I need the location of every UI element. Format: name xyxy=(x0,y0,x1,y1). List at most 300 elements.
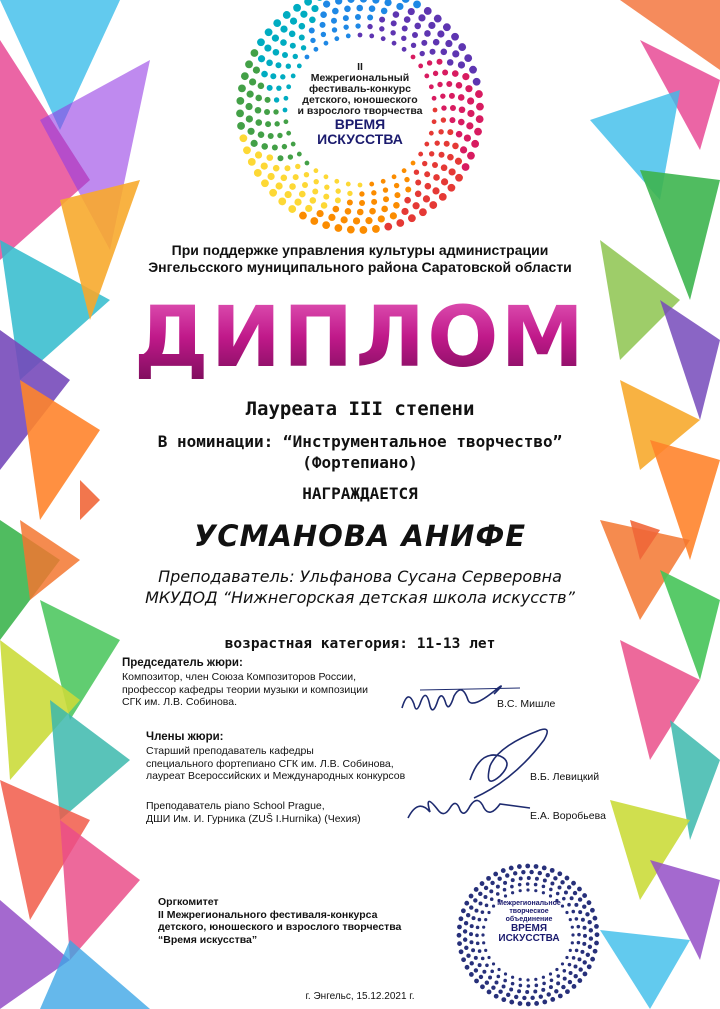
stamp-dot xyxy=(466,913,470,917)
logo-dot xyxy=(255,151,262,158)
stamp-dot xyxy=(578,967,582,971)
stamp-dot xyxy=(583,926,587,930)
logo-dot xyxy=(320,22,326,28)
chair-heading: Председатель жюри: xyxy=(122,657,243,669)
logo-dot xyxy=(246,115,253,122)
logo-dot xyxy=(345,208,352,215)
logo-dot xyxy=(237,122,245,130)
stamp-dot xyxy=(492,962,495,965)
logo-dot xyxy=(311,5,318,12)
logo-dot xyxy=(367,24,372,29)
logo-dot xyxy=(265,121,271,127)
logo-dot xyxy=(378,215,385,222)
stamp-dot xyxy=(459,949,464,954)
stamp-dot xyxy=(549,894,552,897)
logo-dot xyxy=(467,97,474,104)
logo-dot xyxy=(353,217,360,224)
logo-dot xyxy=(284,165,290,171)
logo-dot xyxy=(324,184,329,189)
member2-desc-line: Преподаватель piano School Prague, xyxy=(146,800,325,812)
stamp-dot xyxy=(573,891,577,895)
logo-dot xyxy=(314,179,319,184)
logo-dot xyxy=(332,8,339,15)
logo-dot xyxy=(402,25,408,31)
logo-dot xyxy=(239,134,247,142)
logo-dot xyxy=(335,0,342,5)
nomination-line: (Фортепиано) xyxy=(302,453,418,472)
logo-dot xyxy=(458,61,465,68)
logo-dot xyxy=(289,31,296,38)
logo-dot xyxy=(236,97,244,105)
stamp-dot xyxy=(577,887,582,892)
logo-dot xyxy=(392,174,397,179)
logo-dot xyxy=(473,78,481,86)
stamp-dot xyxy=(503,979,507,983)
logo-dot xyxy=(264,109,270,115)
stamp-dot xyxy=(457,933,462,938)
logo-dot xyxy=(459,106,466,113)
logo-dot xyxy=(418,152,423,157)
logo-dot xyxy=(258,131,265,138)
stamp-dot xyxy=(466,954,470,958)
logo-dot xyxy=(276,182,283,189)
logo-dot xyxy=(449,93,455,99)
logo-dot xyxy=(471,140,479,148)
stamp-dot xyxy=(487,956,490,959)
logo-dot xyxy=(310,217,318,225)
stamp-dot xyxy=(483,895,487,899)
logo-dot xyxy=(434,15,442,23)
logo-dot xyxy=(402,47,407,52)
stamp-dot xyxy=(475,934,479,938)
stamp-dot xyxy=(542,885,546,889)
logo-dot xyxy=(236,109,244,117)
logo-dot xyxy=(321,202,328,209)
support-statement xyxy=(0,242,720,276)
logo-dot xyxy=(312,189,318,195)
stamp-dot xyxy=(587,920,591,924)
stamp-dot xyxy=(575,949,579,953)
stamp-dot xyxy=(470,961,474,965)
stamp-dot xyxy=(527,876,531,880)
stamp-dot xyxy=(587,964,592,969)
stamp-dot xyxy=(474,909,478,913)
logo-dot xyxy=(290,17,297,24)
stamp-dot xyxy=(572,956,576,960)
stamp-dot xyxy=(549,985,553,989)
chair-description xyxy=(122,671,368,709)
stamp-dot xyxy=(590,957,595,962)
logo-dot xyxy=(474,128,482,136)
logo-dot xyxy=(343,24,348,29)
logo-dot xyxy=(264,44,271,51)
logo-dot xyxy=(452,50,459,57)
stamp-dot xyxy=(502,985,506,989)
stamp-dot xyxy=(476,942,480,946)
logo-dot xyxy=(379,17,385,23)
logo-dot xyxy=(424,7,432,15)
logo-dot xyxy=(272,144,278,150)
stamp-dot xyxy=(465,965,470,970)
stamp-dot xyxy=(593,916,598,921)
stamp-dot xyxy=(511,891,514,894)
logo-dot xyxy=(455,158,462,165)
stamp-dot xyxy=(595,932,600,937)
stamp-dot xyxy=(511,976,514,979)
logo-dot xyxy=(328,214,335,221)
stamp-dot xyxy=(478,918,482,922)
logo-dot xyxy=(359,226,367,234)
logo-dot xyxy=(411,55,416,60)
stamp-dot xyxy=(560,880,564,884)
logo-dot xyxy=(265,28,273,36)
logo-dot xyxy=(458,43,466,51)
stamp-dot xyxy=(469,894,474,899)
logo-dot xyxy=(332,27,337,32)
stamp-dot xyxy=(589,936,593,940)
stamp-dot xyxy=(504,972,507,975)
stamp-dot xyxy=(485,981,489,985)
stamp-dot xyxy=(511,878,515,882)
logo-dot xyxy=(285,191,292,198)
logo-dot xyxy=(343,15,349,21)
stamp-dot xyxy=(484,886,488,890)
stamp-dot xyxy=(481,957,485,961)
logo-dot xyxy=(425,183,432,190)
logo-dot xyxy=(393,202,400,209)
logo-dot xyxy=(401,208,408,215)
logo-dot xyxy=(334,179,339,184)
logo-dot xyxy=(448,184,456,192)
org-line: детского, юношеского и взрослого творчества xyxy=(158,921,402,933)
logo-dot xyxy=(297,152,302,157)
logo-line: ВРЕМЯ xyxy=(334,116,386,132)
logo-dot xyxy=(464,134,471,141)
logo-dot xyxy=(466,122,473,129)
stamp-dot xyxy=(474,979,479,984)
logo-dot xyxy=(384,0,391,6)
stamp-dot xyxy=(486,876,491,881)
logo-dot xyxy=(269,189,277,197)
logo-dot xyxy=(383,196,389,202)
logo-dot xyxy=(255,119,262,126)
logo-dot xyxy=(272,35,279,42)
logo-dot xyxy=(428,22,435,29)
logo-dot xyxy=(419,208,427,216)
stamp-dot xyxy=(583,934,587,938)
logo-dot xyxy=(347,199,353,205)
members-heading: Члены жюри: xyxy=(146,731,224,743)
support-line: Энгельсского муниципального района Саратовской области xyxy=(148,259,572,275)
logo-dot xyxy=(424,30,431,37)
member1-desc-line: лауреат Всероссийских и Международных конкурсов xyxy=(146,770,406,782)
logo-line: фестиваль-конкурс xyxy=(308,83,412,95)
logo-dot xyxy=(462,73,469,80)
logo-dot xyxy=(432,162,438,168)
festival-logo xyxy=(280,62,440,147)
stamp-dot xyxy=(478,949,482,953)
stamp-dot xyxy=(574,974,578,978)
stamp-dot xyxy=(571,881,576,886)
logo-dot xyxy=(299,34,305,40)
member2-description xyxy=(146,800,361,825)
stamp-dot xyxy=(568,963,572,967)
stamp-dot xyxy=(505,873,509,877)
stamp-dot xyxy=(557,871,562,876)
org-line: Оргкомитет xyxy=(158,896,219,908)
stamp-dot xyxy=(569,949,572,952)
logo-dot xyxy=(320,11,327,18)
logo-dot xyxy=(293,54,298,59)
stamp-dot xyxy=(503,888,507,892)
signature-member1 xyxy=(470,729,547,798)
logo-dot xyxy=(360,0,367,3)
logo-dot xyxy=(458,119,465,126)
stamp-dot xyxy=(473,898,477,902)
logo-dot xyxy=(314,168,319,173)
logo-dot xyxy=(248,158,256,166)
stamp-dot xyxy=(491,985,495,989)
stamp-dot xyxy=(469,905,473,909)
logo-dot xyxy=(261,162,268,169)
stamp-dot xyxy=(493,872,498,877)
logo-dot xyxy=(309,27,315,33)
logo-dot xyxy=(251,49,259,57)
stamp-dot xyxy=(527,984,531,988)
logo-dot xyxy=(439,193,447,201)
logo-dot xyxy=(412,32,418,38)
logo-dot xyxy=(359,200,365,206)
logo-dot xyxy=(245,60,253,68)
logo-line: II xyxy=(357,61,363,73)
logo-dot xyxy=(402,0,410,3)
logo-dot xyxy=(254,169,262,177)
logo-dot xyxy=(335,197,341,203)
stamp-dot xyxy=(563,969,567,973)
logo-dot xyxy=(257,38,265,46)
stamp-dot xyxy=(577,941,581,945)
logo-dot xyxy=(394,192,400,198)
stamp-line: творческое xyxy=(509,908,549,915)
stamp-dot xyxy=(565,876,570,881)
stamp-line: ВРЕМЯ xyxy=(510,923,548,934)
logo-dot xyxy=(467,152,475,160)
logo-dot xyxy=(423,195,430,202)
logo-dot xyxy=(261,71,268,78)
stamp-dot xyxy=(485,963,489,967)
stamp-dot xyxy=(582,904,586,908)
logo-dot xyxy=(355,14,361,20)
stamp-dot xyxy=(513,871,517,875)
logo-dot xyxy=(393,11,400,18)
logo-line: детского, юношеского xyxy=(302,94,418,106)
nomination-line: В номинации: “Инструментальное творчество” xyxy=(157,432,563,451)
logo-dot xyxy=(273,165,280,172)
stamp-dot xyxy=(464,901,469,906)
logo-dot xyxy=(280,26,287,33)
logo-dot xyxy=(381,36,386,41)
stamp-dot xyxy=(543,879,547,883)
logo-dot xyxy=(253,66,260,73)
orgcommittee xyxy=(158,896,401,946)
stamp-dot xyxy=(542,891,545,894)
logo-dot xyxy=(451,33,459,41)
stamp-dot xyxy=(488,976,492,980)
logo-dot xyxy=(476,115,484,123)
member1-signature-name: В.Б. Левицкий xyxy=(530,771,600,783)
stamp-dot xyxy=(476,926,480,930)
stamp-dot xyxy=(581,918,585,922)
stamp-dot xyxy=(511,982,515,986)
logo-dot xyxy=(268,133,274,139)
logo-dot xyxy=(323,194,329,200)
stamp-dot xyxy=(550,881,554,885)
organizer-stamp xyxy=(484,900,574,944)
stamp-dot xyxy=(518,883,522,887)
awarded-label: НАГРАЖДАЕТСЯ xyxy=(302,484,418,503)
logo-dot xyxy=(452,143,459,150)
stamp-dot xyxy=(588,945,592,949)
logo-dot xyxy=(273,19,281,27)
logo-dot xyxy=(456,131,463,138)
stamp-dot xyxy=(556,892,560,896)
logo-line: и взрослого творчества xyxy=(297,105,423,117)
logo-dot xyxy=(347,226,355,234)
chair-desc-line: Композитор, член Союза Композиторов России, xyxy=(122,671,356,683)
stamp-dot xyxy=(497,975,501,979)
stamp-dot xyxy=(490,881,494,885)
stamp-dot xyxy=(549,888,553,892)
logo-dot xyxy=(341,216,348,223)
stamp-dot xyxy=(578,910,582,914)
logo-dot xyxy=(305,55,310,60)
logo-dot xyxy=(411,161,416,166)
logo-dot xyxy=(452,70,459,77)
stamp-dot xyxy=(578,957,582,961)
stamp-dot xyxy=(534,864,539,869)
stamp-dot xyxy=(575,917,579,921)
stamp-dot xyxy=(561,985,565,989)
signature-member2 xyxy=(408,800,530,818)
logo-dot xyxy=(310,197,317,204)
stamp-dot xyxy=(525,864,530,869)
logo-dot xyxy=(396,3,403,10)
logo-dot xyxy=(289,183,296,190)
stamp-dot xyxy=(469,932,473,936)
age-category: возрастная категория: 11-13 лет xyxy=(224,636,496,652)
logo-dot xyxy=(316,210,323,217)
stamp-dot xyxy=(526,978,529,981)
logo-dot xyxy=(404,197,411,204)
logo-dot xyxy=(415,190,422,197)
stamp-dot xyxy=(461,957,466,962)
stamp-dot xyxy=(590,908,595,913)
logo-dot xyxy=(432,187,439,194)
logo-dot xyxy=(335,188,340,193)
logo-dot xyxy=(334,224,342,232)
stamp-dot xyxy=(501,868,506,873)
logo-dot xyxy=(450,105,456,111)
laureate-degree: Лауреата III степени xyxy=(245,398,475,420)
logo-dot xyxy=(392,41,397,46)
logo-dot xyxy=(243,146,251,154)
logo-dot xyxy=(390,30,395,35)
logo-dot xyxy=(440,93,445,98)
logo-dot xyxy=(266,60,273,67)
logo-dot xyxy=(249,78,256,85)
stamp-dot xyxy=(563,977,567,981)
stamp-dot xyxy=(489,889,493,893)
stamp-dot xyxy=(474,887,479,892)
logo-dot xyxy=(247,128,254,135)
logo-dot xyxy=(295,164,300,169)
stamp-dot xyxy=(583,960,587,964)
logo-dot xyxy=(369,182,374,187)
stamp-dot xyxy=(490,970,494,974)
logo-dot xyxy=(414,170,419,175)
stamp-dot xyxy=(497,877,501,881)
stamp-dot xyxy=(496,892,500,896)
logo-dot xyxy=(347,0,354,3)
member1-desc-line: Старший преподаватель кафедры xyxy=(146,745,314,757)
stamp-dot xyxy=(478,963,482,967)
logo-dot xyxy=(469,66,477,74)
stamp-dot xyxy=(553,876,557,880)
logo-dot xyxy=(433,39,440,46)
logo-dot xyxy=(383,187,388,192)
stamp-dot xyxy=(568,980,572,984)
stamp-dot xyxy=(494,981,498,985)
logo-dot xyxy=(448,168,455,175)
logo-dot xyxy=(415,180,421,186)
logo-dot xyxy=(369,5,376,12)
stamp-dot xyxy=(484,949,487,952)
stamp-dot xyxy=(509,866,514,871)
stamp-line: объединение xyxy=(505,916,553,923)
stamp-dot xyxy=(556,981,560,985)
logo-dot xyxy=(404,177,409,182)
teacher-line: Преподаватель: Ульфанова Сусана Серверовна xyxy=(158,567,562,586)
stamp-dot xyxy=(589,928,593,932)
stamp-dot xyxy=(535,984,539,988)
logo-dot xyxy=(321,32,326,37)
stamp-dot xyxy=(463,937,467,941)
logo-dot xyxy=(310,38,315,43)
chair-signature-name: В.С. Мишле xyxy=(497,698,556,710)
logo-dot xyxy=(309,17,316,24)
logo-dot xyxy=(455,174,463,182)
logo-dot xyxy=(294,198,301,205)
logo-dot xyxy=(437,30,444,37)
logo-dot xyxy=(381,179,386,184)
logo-dot xyxy=(379,26,384,31)
logo-dot xyxy=(359,191,364,196)
stamp-dot xyxy=(459,916,464,921)
logo-dot xyxy=(358,33,363,38)
logo-dot xyxy=(449,117,455,123)
logo-dot xyxy=(281,175,288,182)
stamp-dot xyxy=(496,885,500,889)
logo-dot xyxy=(467,110,474,117)
logo-dot xyxy=(439,152,445,158)
logo-line: ИСКУССТВА xyxy=(317,131,403,147)
logo-dot xyxy=(394,183,399,188)
logo-dot xyxy=(447,129,453,135)
logo-dot xyxy=(302,182,308,188)
logo-dot xyxy=(238,84,246,92)
logo-dot xyxy=(267,85,273,91)
stamp-dot xyxy=(550,868,555,873)
